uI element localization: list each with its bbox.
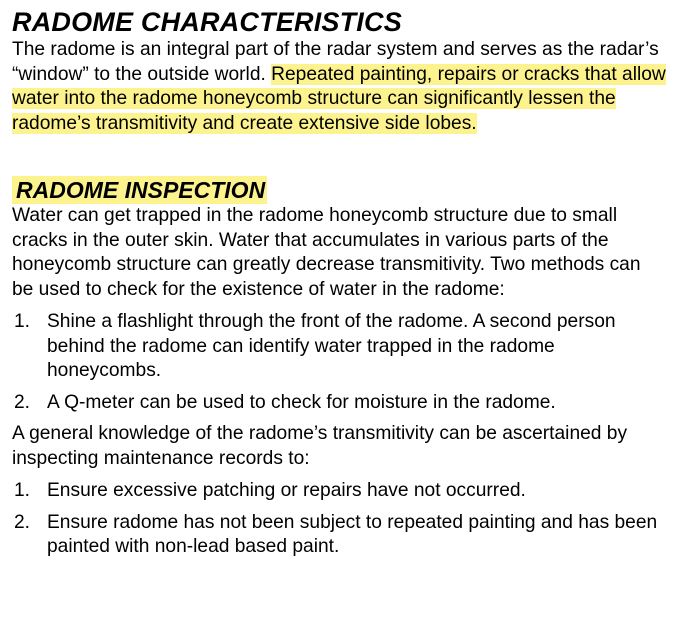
list-item-number: 2. <box>14 511 31 533</box>
characteristics-heading: RADOME CHARACTERISTICS <box>12 7 402 37</box>
list-item-number: 1. <box>14 311 31 332</box>
checks-list <box>12 479 667 560</box>
list-item <box>12 310 667 384</box>
list-item-text: A Q-meter can be used to check for moisture in the radome. <box>47 391 556 413</box>
inspection-heading: RADOME INSPECTION <box>12 176 267 204</box>
characteristics-text: The radome is an integral part of the radar system and serves as the radar’s “window” to the outside world. <box>12 39 659 85</box>
records-intro-paragraph: A general knowledge of the radome’s transmitivity can be ascertained by inspecting maintenance records to: <box>12 423 628 469</box>
list-item-number: 1. <box>14 480 31 501</box>
list-item-text: Shine a flashlight through the front of the radome. A second person behind the radome can identify water trapped in the radome honeycombs. <box>47 311 616 381</box>
document-page <box>12 6 667 567</box>
list-item-number: 2. <box>14 391 31 413</box>
list-item <box>12 511 667 560</box>
characteristics-paragraph <box>12 38 667 136</box>
list-item-text: Ensure radome has not been subject to repeated painting and has been painted with non-lead based paint. <box>47 511 658 557</box>
list-item <box>12 479 667 504</box>
inspection-intro-paragraph: Water can get trapped in the radome honeycomb structure due to small cracks in the outer skin. Water that accumulates in various parts of the honeycomb structure can greatly decrease transmitivity. Two methods can be used to check for the existence of water in the radome: <box>12 205 641 300</box>
methods-list <box>12 310 667 415</box>
list-item <box>12 391 667 416</box>
list-item-text: Ensure excessive patching or repairs have not occurred. <box>47 480 526 501</box>
inspection-heading-wrapper <box>12 176 667 204</box>
characteristics-highlighted-text: Repeated painting, repairs or cracks that allow water into the radome honeycomb structure can significantly lessen the radome’s transmitivity and create extensive side lobes. <box>12 63 666 134</box>
